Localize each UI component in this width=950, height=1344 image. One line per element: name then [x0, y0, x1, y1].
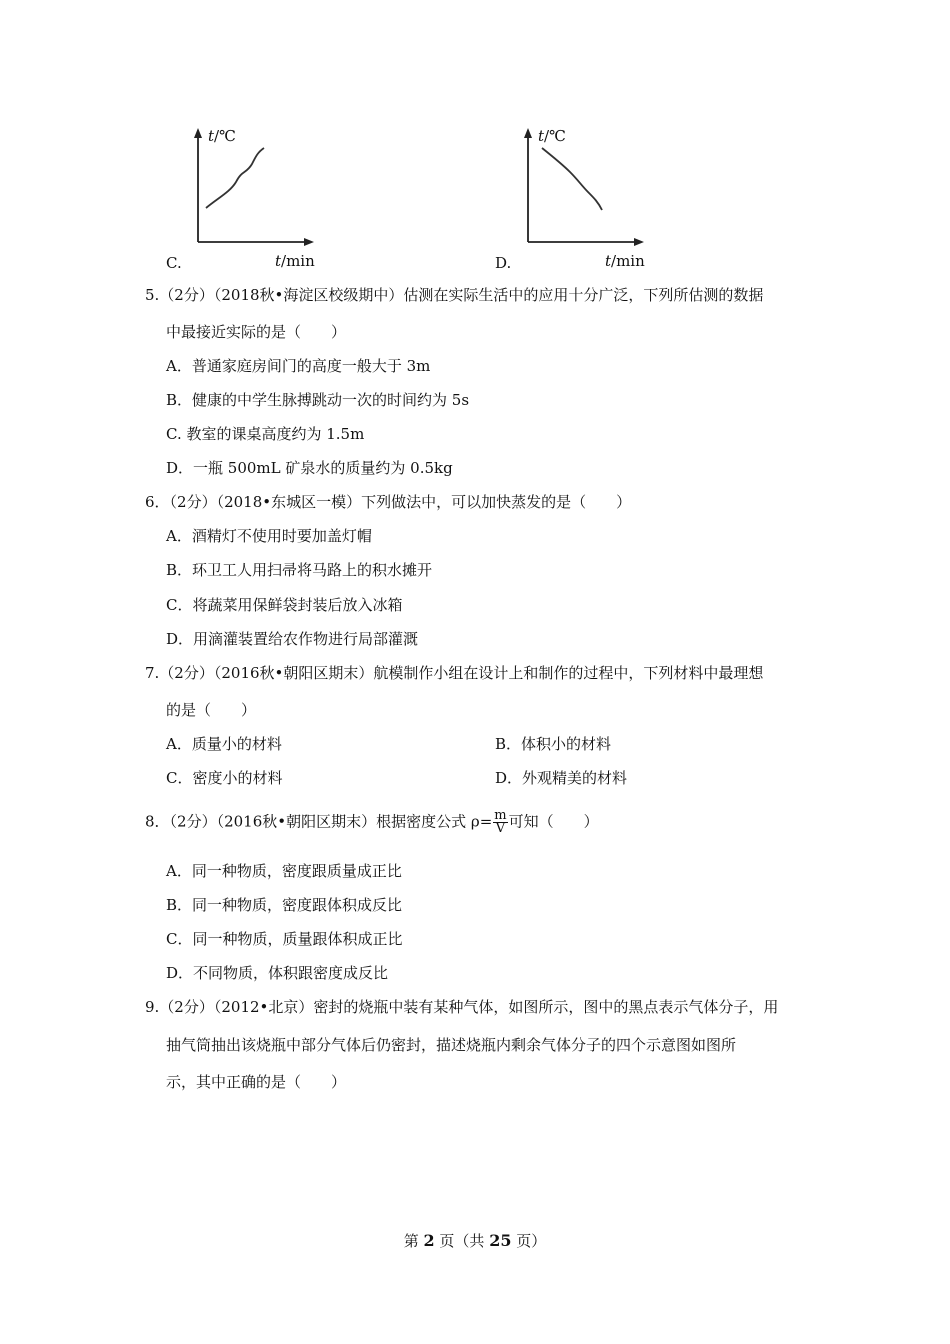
- q9-line3: 示，其中正确的是（ ）: [166, 1073, 347, 1091]
- q7-option-a: A．质量小的材料: [166, 735, 282, 753]
- q8-line1: [145, 810, 599, 835]
- graph-c-y-label: t/℃: [208, 127, 236, 145]
- temperature-falling-graph: [490, 122, 660, 272]
- temperature-rising-graph: [160, 122, 330, 272]
- q7-line2: 的是（ ）: [166, 701, 257, 719]
- q6-option-d: D．用滴灌装置给农作物进行局部灌溉: [166, 630, 419, 648]
- q5-option-d: D．一瓶 500mL 矿泉水的质量约为 0.5kg: [166, 459, 453, 477]
- fraction-denominator: V: [495, 821, 506, 836]
- footer-total-pages: 25: [489, 1231, 512, 1250]
- option-d-letter: D.: [495, 254, 512, 272]
- q7-option-d: D．外观精美的材料: [495, 769, 628, 787]
- q8-suffix: 可知（ ）: [508, 812, 599, 831]
- footer-mid: 页（共: [439, 1232, 485, 1250]
- density-formula-fraction: [493, 810, 507, 835]
- q5-option-b: B．健康的中学生脉搏跳动一次的时间约为 5s: [166, 391, 470, 409]
- graph-c: [160, 122, 330, 272]
- q9-line2: 抽气筒抽出该烧瓶中部分气体后仍密封，描述烧瓶内剩余气体分子的四个示意图如图所: [166, 1036, 737, 1054]
- q5-line1: 5.（2分）（2018秋•海淀区校级期中）估测在实际生活中的应用十分广泛，下列所估测的数据: [145, 286, 764, 304]
- footer-post: 页）: [516, 1232, 547, 1250]
- q7-option-c: C．密度小的材料: [166, 769, 283, 787]
- graph-c-x-label: t/min: [275, 252, 315, 270]
- q9-line1: 9.（2分）（2012•北京）密封的烧瓶中装有某种气体，如图所示，图中的黑点表示气体分子，用: [145, 998, 779, 1016]
- q5-option-a: A．普通家庭房间门的高度一般大于 3m: [166, 357, 431, 375]
- q7-option-b: B．体积小的材料: [495, 735, 612, 753]
- q8-option-c: C．同一种物质，质量跟体积成正比: [166, 930, 403, 948]
- q8-option-d: D．不同物质，体积跟密度成反比: [166, 964, 389, 982]
- q8-option-b: B．同一种物质，密度跟体积成反比: [166, 896, 403, 914]
- q5-option-c: C. 教室的课桌高度约为 1.5m: [166, 425, 365, 443]
- q6-line1: 6．（2分）（2018•东城区一模）下列做法中，可以加快蒸发的是（ ）: [145, 493, 632, 511]
- graph-d-x-label: t/min: [605, 252, 645, 270]
- footer-pre: 第: [403, 1232, 419, 1250]
- page-footer: [0, 1230, 950, 1251]
- q6-option-c: C．将蔬菜用保鲜袋封装后放入冰箱: [166, 596, 403, 614]
- graph-d: [490, 122, 660, 272]
- q6-option-a: A．酒精灯不使用时要加盖灯帽: [166, 527, 372, 545]
- q5-line2: 中最接近实际的是（ ）: [166, 323, 347, 341]
- q6-option-b: B．环卫工人用扫帚将马路上的积水摊开: [166, 561, 433, 579]
- footer-page-number: 2: [423, 1231, 435, 1250]
- q7-line1: 7.（2分）（2016秋•朝阳区期末）航模制作小组在设计上和制作的过程中，下列材料中最理想: [145, 664, 764, 682]
- fraction-numerator: m: [494, 808, 507, 823]
- graph-d-y-label: t/℃: [538, 127, 566, 145]
- q8-prefix: 8．（2分）（2016秋•朝阳区期末）根据密度公式 ρ=: [145, 812, 493, 831]
- q8-option-a: A．同一种物质，密度跟质量成正比: [166, 862, 402, 880]
- option-c-letter: C.: [166, 254, 182, 272]
